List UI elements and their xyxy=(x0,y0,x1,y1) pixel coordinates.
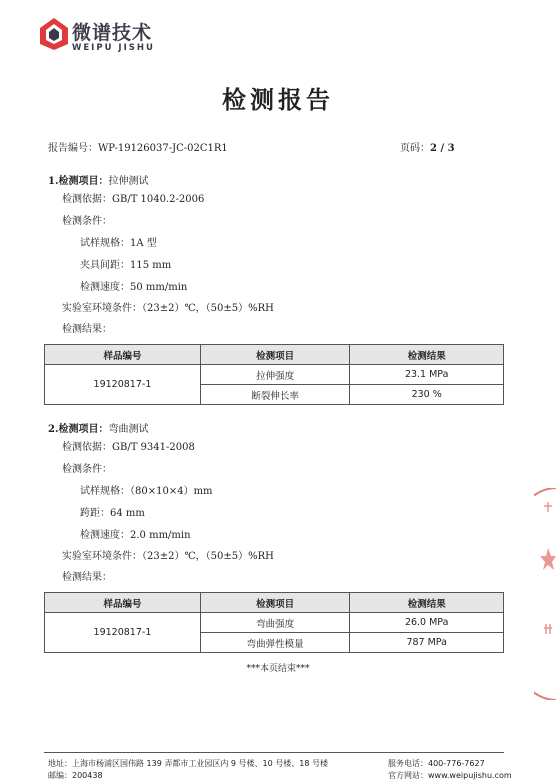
end-of-page-note: ***本页结束*** xyxy=(246,664,310,674)
page-title: 检测报告 xyxy=(222,86,334,114)
section-1-condition: 检测速度：50 mm/min xyxy=(80,282,188,293)
section-1-conditions-label: 检测条件： xyxy=(62,216,112,227)
section-1-results-table xyxy=(44,344,504,405)
report-number: 报告编号：WP-19126037-JC-02C1R1 xyxy=(48,143,228,154)
table-header: 样品编号 xyxy=(45,593,201,613)
table-header: 检测项目 xyxy=(200,593,350,613)
table-header: 检测结果 xyxy=(350,593,504,613)
test-result-cell: 26.0 MPa xyxy=(350,613,504,633)
table-header: 样品编号 xyxy=(45,345,201,365)
section-2-conditions-label: 检测条件： xyxy=(62,464,112,475)
section-2-condition: 跨距：64 mm xyxy=(80,508,145,519)
table-header: 检测项目 xyxy=(200,345,350,365)
section-2-environment: 实验室环境条件：（23±2）℃，（50±5）%RH xyxy=(62,551,274,562)
section-2-basis: 检测依据：GB/T 9341-2008 xyxy=(62,442,195,453)
table-header-row xyxy=(45,593,504,613)
sample-id-cell: 19120817-1 xyxy=(45,365,201,405)
company-name-en: WEIPU JISHU xyxy=(72,43,155,53)
footer-website: 官方网站：www.weipujishu.com xyxy=(388,771,512,780)
section-1-basis: 检测依据：GB/T 1040.2-2006 xyxy=(62,194,205,205)
test-result-cell: 787 MPa xyxy=(350,633,504,653)
section-1-environment: 实验室环境条件：（23±2）℃，（50±5）%RH xyxy=(62,303,274,314)
section-2-condition: 试样规格：（80×10×4）mm xyxy=(80,486,213,497)
sample-id-cell: 19120817-1 xyxy=(45,613,201,653)
section-1-heading: 1.检测项目：拉伸测试 xyxy=(48,176,149,187)
test-item-cell: 拉伸强度 xyxy=(200,365,350,385)
test-result-cell: 230 % xyxy=(350,385,504,405)
test-result-cell: 23.1 MPa xyxy=(350,365,504,385)
table-row xyxy=(45,365,504,385)
section-2-condition: 检测速度：2.0 mm/min xyxy=(80,530,191,541)
section-1-condition: 试样规格：1A 型 xyxy=(80,238,157,249)
footer-phone: 服务电话：400-776-7627 xyxy=(388,759,485,768)
footer-divider xyxy=(44,752,504,753)
table-row xyxy=(45,613,504,633)
seal-stamp-icon xyxy=(534,488,556,700)
company-name-cn: 微谱技术 xyxy=(72,22,153,44)
footer-postcode: 邮编：200438 xyxy=(48,771,103,780)
test-item-cell: 弯曲弹性模量 xyxy=(200,633,350,653)
section-2-results-table xyxy=(44,592,504,653)
test-item-cell: 弯曲强度 xyxy=(200,613,350,633)
company-logo xyxy=(38,16,168,58)
test-item-cell: 断裂伸长率 xyxy=(200,385,350,405)
section-1-results-label: 检测结果： xyxy=(62,324,112,335)
section-1-condition: 夹具间距：115 mm xyxy=(80,260,172,271)
logo-mark-icon xyxy=(38,16,70,52)
table-header-row xyxy=(45,345,504,365)
page-number: 页码：2 / 3 xyxy=(400,143,455,154)
table-header: 检测结果 xyxy=(350,345,504,365)
section-2-results-label: 检测结果： xyxy=(62,572,112,583)
section-2-heading: 2.检测项目：弯曲测试 xyxy=(48,424,149,435)
footer-address: 地址：上海市杨浦区国伟路 139 弄都市工业园区内 9 号楼、10 号楼、18 号楼 xyxy=(48,759,328,768)
